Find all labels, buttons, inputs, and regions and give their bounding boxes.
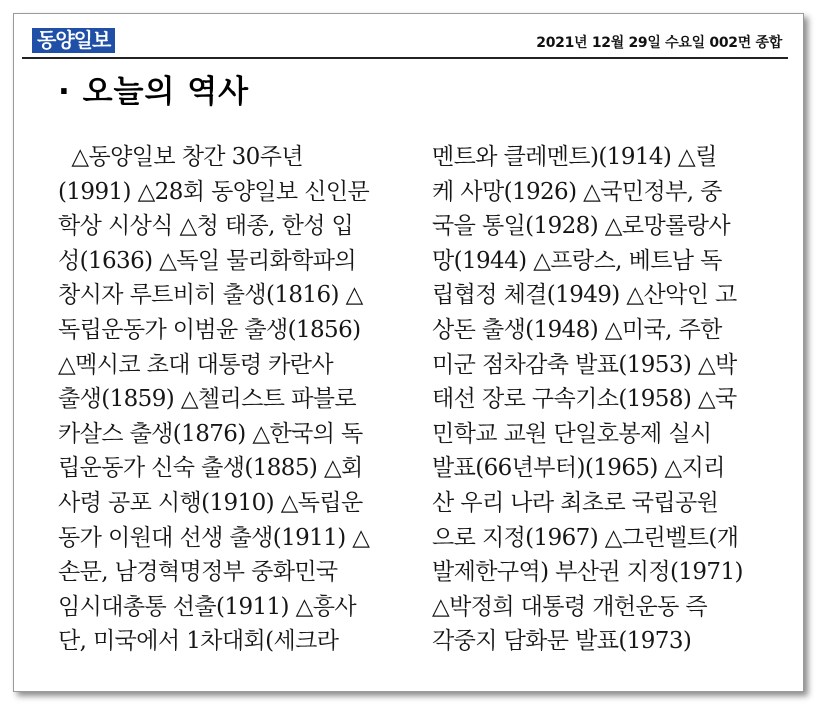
article-title: · 오늘의 역사 <box>58 74 250 110</box>
article-line: 산 우리 나라 최초로 국립공원 <box>432 489 719 516</box>
article-line: 미군 점차감축 발표(1953) △박 <box>432 351 737 378</box>
article-line: 망(1944) △프랑스, 베트남 독 <box>432 247 722 274</box>
article-line: 동가 이원대 선생 출생(1911) △ <box>58 524 370 551</box>
article-line: 손문, 남경혁명정부 중화민국 <box>58 559 338 586</box>
article-line: 발제한구역) 부산권 지정(1971) <box>432 559 743 586</box>
article-column-left <box>58 140 403 659</box>
article-line: 립운동가 신숙 출생(1885) △회 <box>58 455 363 482</box>
header-rule <box>22 57 788 59</box>
newspaper-logo: 동양일보 <box>32 28 115 53</box>
article-line: 민학교 교원 단일호봉제 실시 <box>432 420 712 447</box>
article-line: 각중지 담화문 발표(1973) <box>432 628 692 655</box>
article-line: 카살스 출생(1876) △한국의 독 <box>58 420 363 447</box>
article-line: 태선 장로 구속기소(1958) △국 <box>432 386 737 413</box>
article-line: 독립운동가 이범윤 출생(1856) <box>58 316 361 343</box>
article-line: 립협정 체결(1949) △산악인 고 <box>432 282 737 309</box>
article-line: 학상 시상식 △청 태종, 한성 입 <box>58 213 354 240</box>
article-column-right <box>432 140 777 659</box>
article-line: 케 사망(1926) △국민정부, 중 <box>432 178 722 205</box>
issue-dateline: 2021년 12월 29일 수요일 002면 종합 <box>536 35 782 51</box>
article-line: 발표(66년부터)(1965) △지리 <box>432 455 725 482</box>
article-line: 임시대총통 선출(1911) △흥사 <box>58 593 356 620</box>
article-line: 멘트와 클레멘트)(1914) △릴 <box>432 144 717 170</box>
article-line: △박정희 대통령 개헌운동 즉 <box>432 593 708 620</box>
article-line: 성(1636) △독일 물리화학파의 <box>58 247 356 274</box>
article-line: △멕시코 초대 대통령 카란사 <box>58 351 334 378</box>
article-line: 출생(1859) △첼리스트 파블로 <box>58 386 356 413</box>
article-line: △동양일보 창간 30주년 <box>58 144 303 170</box>
article-line: 상돈 출생(1948) △미국, 주한 <box>432 316 722 343</box>
article-line: 창시자 루트비히 출생(1816) △ <box>58 282 363 309</box>
newspaper-header <box>22 24 788 58</box>
article-line: 으로 지정(1967) △그린벨트(개 <box>432 524 739 551</box>
article-line: 단, 미국에서 1차대회(세크라 <box>58 628 339 655</box>
article-line: 국을 통일(1928) △로망롤랑사 <box>432 213 730 240</box>
article-line: 사령 공포 시행(1910) △독립운 <box>58 489 363 516</box>
article-line: (1991) △28회 동양일보 신인문 <box>58 178 370 205</box>
